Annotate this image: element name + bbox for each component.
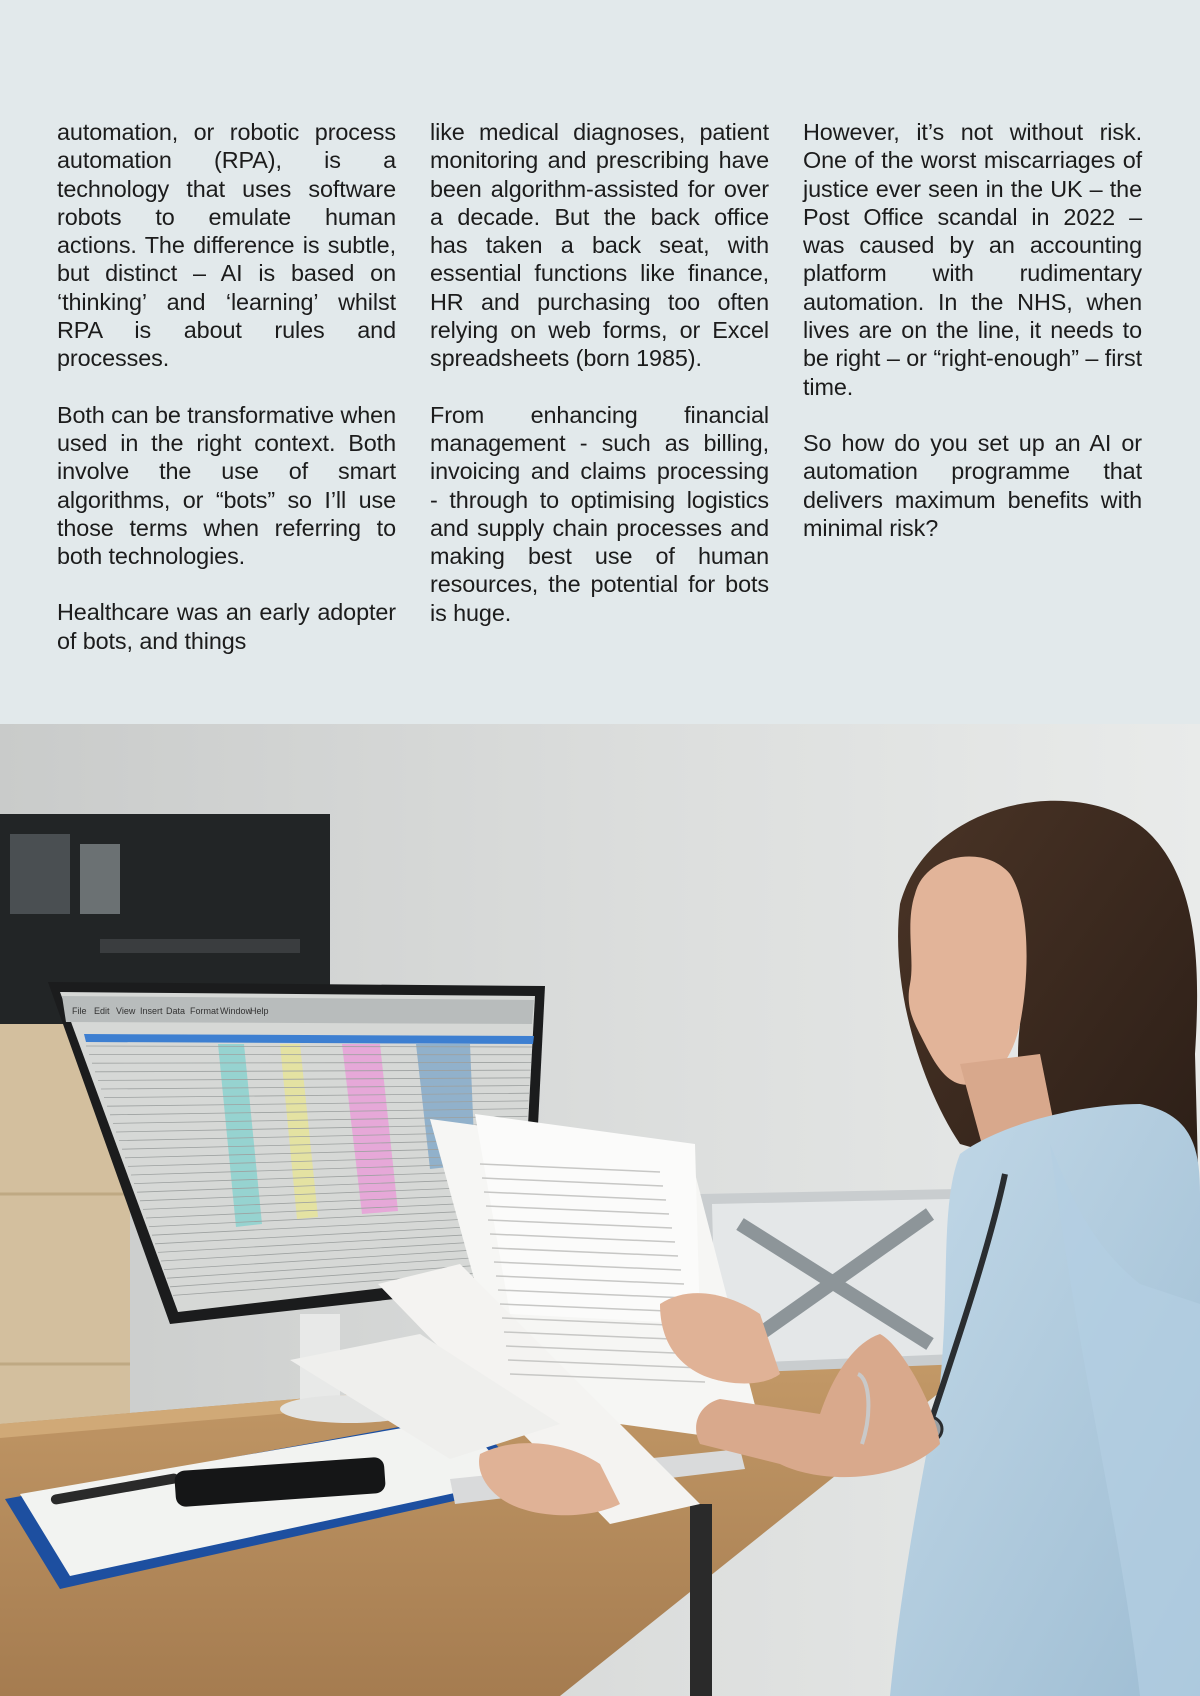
paragraph: Healthcare was an early adopter of bots, and things xyxy=(57,599,396,654)
article-column-3 xyxy=(803,118,1142,683)
paragraph: automation, or robotic process automation (RPA), is a technology that uses software robots to emulate human actions. The difference is subtle, but distinct – AI is based on ‘thinking’ and ‘learning’ whilst RPA is about rules and processes. xyxy=(57,119,396,372)
monitor-menu-help: Help xyxy=(250,1006,269,1016)
photo-illustration xyxy=(0,724,1200,1696)
article-column-2 xyxy=(430,118,769,683)
monitor-menu-data: Data xyxy=(166,1006,186,1016)
monitor-menu-edit: Edit xyxy=(94,1006,110,1016)
healthcare-worker-photo xyxy=(0,724,1200,1696)
paragraph: From enhancing financial management - such as billing, invoicing and claims processing - through to optimising logistics and supply chain processes and making best use of human resources, the potential for bots is huge. xyxy=(430,401,769,626)
monitor-menu-window: Window xyxy=(220,1006,253,1016)
monitor-menu-view: View xyxy=(116,1006,136,1016)
article-columns xyxy=(57,118,1142,683)
monitor-menu-format: Format xyxy=(190,1006,219,1016)
article-text-area xyxy=(0,0,1200,724)
paragraph: Both can be transformative when used in the right context. Both involve the use of smart algorithms, or “bots” so I’ll use those terms when referring to both technologies. xyxy=(57,401,396,570)
article-column-1 xyxy=(57,118,396,683)
monitor-menu-file: File xyxy=(72,1006,87,1016)
monitor-menu-insert: Insert xyxy=(140,1006,163,1016)
paragraph: So how do you set up an AI or automation programme that delivers maximum benefits with minimal risk? xyxy=(803,429,1142,541)
paragraph: like medical diagnoses, patient monitoring and prescribing have been algorithm-assisted for over a decade. But the back office has taken a back seat, with essential functions like finance, HR and purchasing too often relying on web forms, or Excel spreadsheets (born 1985). xyxy=(430,119,769,372)
paragraph: However, it’s not without risk. One of the worst miscarriages of justice ever seen in the UK – the Post Office scandal in 2022 – was caused by an accounting platform with rudimentary automation. In the NHS, when lives are on the line, it needs to be right – or “right-enough” – first time. xyxy=(803,119,1142,400)
